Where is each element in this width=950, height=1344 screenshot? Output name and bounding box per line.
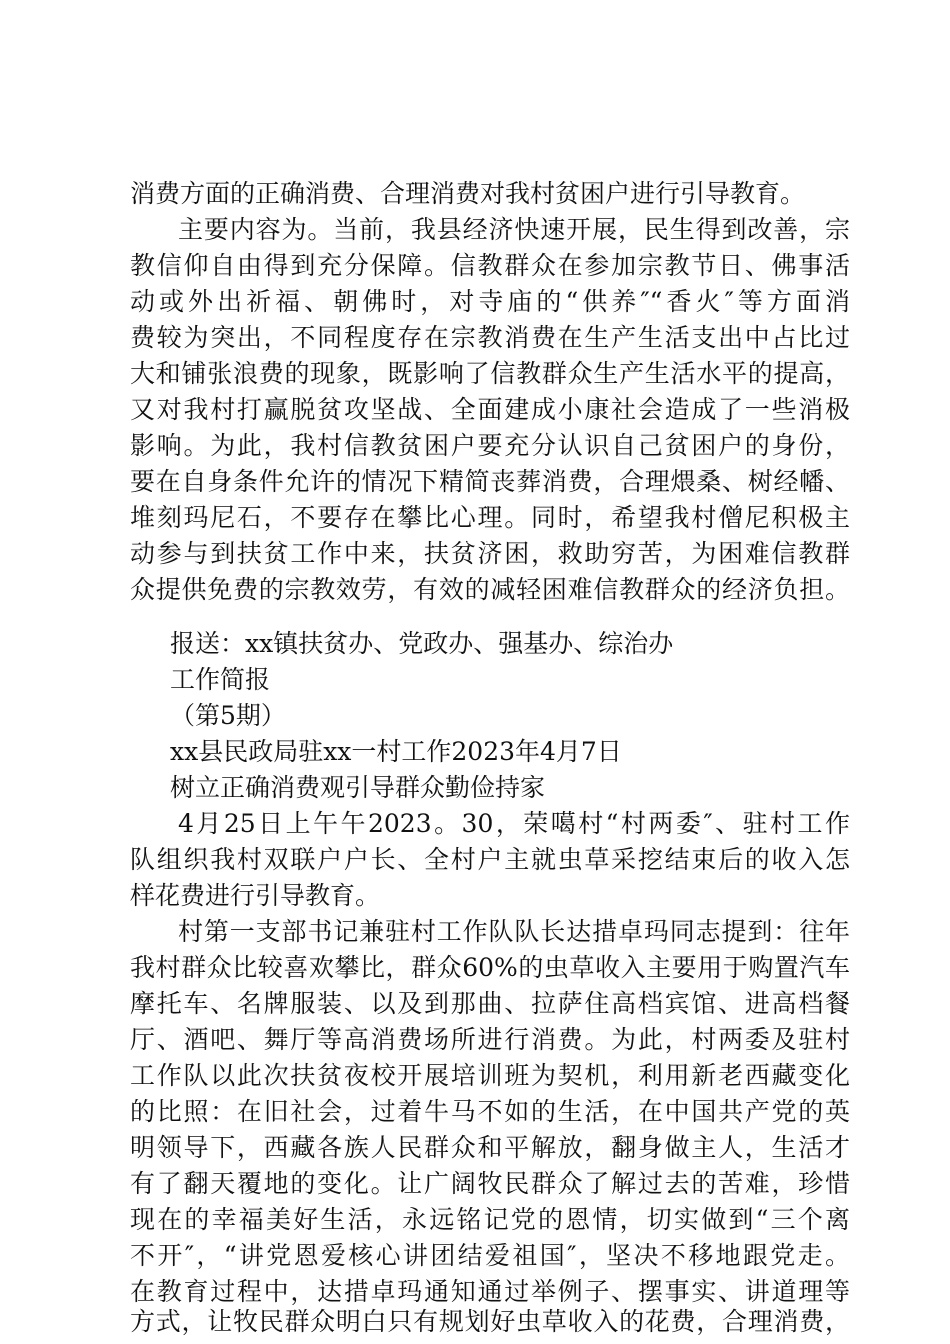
- paragraph-3-line-3: 样花费进行引导教育。: [130, 881, 381, 910]
- paragraph-1-line-1: 消费方面的正确消费、合理消费对我村贫困户进行引导教育。: [130, 179, 806, 208]
- paragraph-4-line-10: 不开″，“讲党恩爱核心讲团结爱祖国″，坚决不移地跟党走。: [130, 1241, 850, 1270]
- paragraph-2-line-5: 大和铺张浪费的现象，既影响了信教群众生产生活水平的提高，: [130, 359, 850, 388]
- paragraph-4-line-3: 摩托车、名牌服装、以及到那曲、拉萨住高档宾馆、进高档餐: [130, 989, 850, 1018]
- paragraph-4-line-4: 厅、酒吧、舞厅等高消费场所进行消费。为此，村两委及驻村: [130, 1025, 850, 1054]
- paragraph-4-line-8: 有了翻天覆地的变化。让广阔牧民群众了解过去的苦难，珍惜: [130, 1169, 850, 1198]
- paragraph-3-line-2: 队组织我村双联户户长、全村户主就虫草采挖结束后的收入怎: [130, 845, 850, 874]
- paragraph-4-line-11: 在教育过程中，达措卓玛通知通过举例子、摆事实、讲道理等: [130, 1277, 850, 1306]
- paragraph-3-line-1: 4月25日上午午2023。30，荣噶村“村两委″、驻村工作: [178, 809, 850, 838]
- paragraph-2-line-3: 动或外出祈福、朝佛时，对寺庙的“供养″“香火″等方面消: [130, 287, 850, 316]
- paragraph-2-line-11: 众提供免费的宗教效劳，有效的减轻困难信教群众的经济负担。: [130, 575, 850, 604]
- paragraph-2-line-1: 主要内容为。当前，我县经济快速开展，民生得到改善，宗: [178, 215, 850, 244]
- issuer-and-date: xx县民政局驻xx一村工作2023年4月7日: [170, 737, 622, 766]
- paragraph-4-line-12: 方式，让牧民群众明白只有规划好虫草收入的花费，合理消费，: [130, 1307, 850, 1336]
- paragraph-2-line-6: 又对我村打赢脱贫攻坚战、全面建成小康社会造成了一些消极: [130, 395, 850, 424]
- paragraph-4-line-9: 现在的幸福美好生活，永远铭记党的恩情，切实做到“三个离: [130, 1205, 850, 1234]
- paragraph-2-line-8: 要在自身条件允许的情况下精简丧葬消费，合理煨桑、树经幡、: [130, 467, 850, 496]
- paragraph-2-line-10: 动参与到扶贫工作中来，扶贫济困，救助穷苦，为困难信教群: [130, 539, 850, 568]
- paragraph-2-line-2: 教信仰自由得到充分保障。信教群众在参加宗教节日、佛事活: [130, 251, 850, 280]
- paragraph-4-line-1: 村第一支部书记兼驻村工作队队长达措卓玛同志提到：往年: [178, 917, 850, 946]
- paragraph-2-line-7: 影响。为此，我村信教贫困户要充分认识自己贫困户的身份，: [130, 431, 850, 460]
- bulletin-title: 工作简报: [170, 665, 271, 694]
- paragraph-4-line-5: 工作队以此次扶贫夜校开展培训班为契机，利用新老西藏变化: [130, 1061, 850, 1090]
- paragraph-4-line-6: 的比照：在旧社会，过着牛马不如的生活，在中国共产党的英: [130, 1097, 850, 1126]
- article-headline: 树立正确消费观引导群众勤俭持家: [170, 773, 546, 802]
- paragraph-2-line-9: 堆刻玛尼石，不要存在攀比心理。同时，希望我村僧尼积极主: [130, 503, 850, 532]
- report-to-line: 报送：xx镇扶贫办、党政办、强基办、综治办: [170, 629, 674, 658]
- paragraph-4-line-2: 我村群众比较喜欢攀比，群众60%的虫草收入主要用于购置汽车: [130, 953, 850, 982]
- issue-number: （第5期）: [170, 701, 286, 730]
- paragraph-2-line-4: 费较为突出，不同程度存在宗教消费在生产生活支出中占比过: [130, 323, 850, 352]
- paragraph-4-line-7: 明领导下，西藏各族人民群众和平解放，翻身做主人，生活才: [130, 1133, 850, 1162]
